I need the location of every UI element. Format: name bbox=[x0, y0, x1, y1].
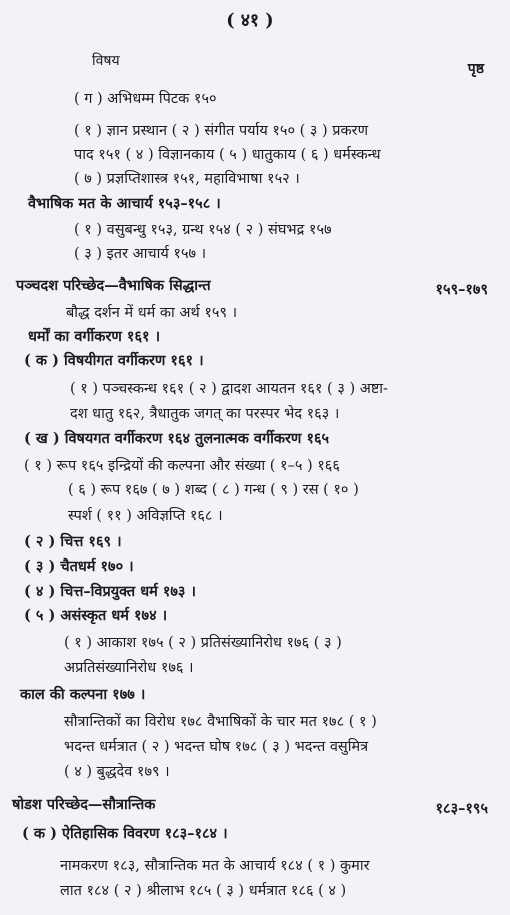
chapter-page-range: १५९–१७९ bbox=[435, 281, 488, 298]
toc-line: भदन्त धर्मत्रात ( २ ) भदन्त घोष १७८ ( ३ ) भदन्त वसुमित्र bbox=[64, 739, 369, 755]
toc-line: पाद १५१ ( ४ ) विज्ञानकाय ( ५ ) धातुकाय ( ६ ) धर्मस्कन्ध bbox=[74, 147, 381, 163]
toc-line: ( ग ) अभिधम्म पिटक १५० bbox=[74, 91, 217, 107]
column-header-subject: विषय bbox=[92, 53, 120, 69]
chapter-heading: पञ्चदश परिच्छेद—वैभाषिक सिद्धान्त bbox=[16, 277, 211, 294]
section-heading: धर्मों का वर्गीकरण १६१ । bbox=[28, 328, 161, 345]
section-heading: ( क ) ऐतिहासिक विवरण १८३–१८४ । bbox=[22, 825, 228, 842]
toc-line: ( ४ ) बुद्धदेव १७९ । bbox=[64, 764, 170, 780]
section-heading: ( ५ ) असंस्कृत धर्म १७४ । bbox=[24, 607, 168, 624]
section-heading: ( क ) विषयीगत वर्गीकरण १६१ । bbox=[24, 352, 204, 369]
toc-line: ( ७ ) प्रज्ञप्तिशास्त्र १५१, महाविभाषा १५२ । bbox=[74, 171, 300, 187]
toc-line: ( ३ ) इतर आचार्य १५७ । bbox=[74, 246, 207, 262]
toc-line: ( १ ) पञ्चस्कन्ध १६१ ( २ ) द्वादश आयतन १६१ ( ३ ) अष्टा- bbox=[70, 381, 388, 397]
toc-line: ( ६ ) रूप १६७ ( ७ ) शब्द ( ८ ) गन्ध ( ९ ) रस ( १० ) bbox=[68, 482, 359, 498]
toc-line: दश धातु १६२, त्रैधातुक जगत् का परस्पर भेद १६३ । bbox=[70, 406, 340, 422]
toc-line: ( १ ) वसुबन्धु १५३, ग्रन्थ १५४ ( २ ) संघभद्र १५७ bbox=[74, 222, 332, 238]
section-heading: वैभाषिक मत के आचार्य १५३–१५८ । bbox=[28, 195, 221, 212]
toc-line: ( १ ) आकाश १७५ ( २ ) प्रतिसंख्यानिरोध १७६ ( ३ ) bbox=[64, 635, 342, 651]
section-heading: ( ३ ) चैतधर्म १७० । bbox=[24, 558, 134, 575]
toc-line: सौत्रान्तिकों का विरोध १७८ वैभाषिकों के चार मत १७८ ( १ ) bbox=[64, 714, 377, 730]
toc-line: ( १ ) ज्ञान प्रस्थान ( २ ) संगीत पर्याय १५० ( ३ ) प्रकरण bbox=[74, 123, 369, 139]
section-heading: ( ४ ) चित्त–विप्रयुक्त धर्म १७३ । bbox=[24, 583, 197, 600]
section-heading: ( ख ) विषयगत वर्गीकरण १६४ तुलनात्मक वर्गीकरण १६५ bbox=[24, 430, 330, 447]
toc-line: अप्रतिसंख्यानिरोध १७६ । bbox=[64, 660, 194, 676]
section-heading: काल की कल्पना १७७ । bbox=[20, 686, 146, 703]
page-number: ( ४१ ) bbox=[226, 10, 274, 31]
toc-line: बौद्ध दर्शन में धर्म का अर्थ १५९ । bbox=[66, 305, 238, 321]
toc-line: नामकरण १८३, सौत्रान्तिक मत के आचार्य १८४ ( १ ) कुमार bbox=[60, 858, 370, 874]
column-header-page: पृष्ठ bbox=[467, 61, 484, 77]
toc-line: लात १८४ ( २ ) श्रीलाभ १८५ ( ३ ) धर्मत्रात १८६ ( ४ ) bbox=[60, 883, 347, 899]
chapter-page-range: १८३–१९५ bbox=[435, 800, 488, 817]
toc-line: ( १ ) रूप १६५ इन्द्रियों की कल्पना और संख्या ( १–५ ) १६६ bbox=[24, 458, 340, 474]
section-heading: ( २ ) चित्त १६९ । bbox=[24, 533, 122, 550]
toc-line: स्पर्श ( ११ ) अविज्ञप्ति १६८ । bbox=[68, 508, 223, 524]
chapter-heading: षोडश परिच्छेद—सौत्रान्तिक bbox=[12, 796, 156, 813]
